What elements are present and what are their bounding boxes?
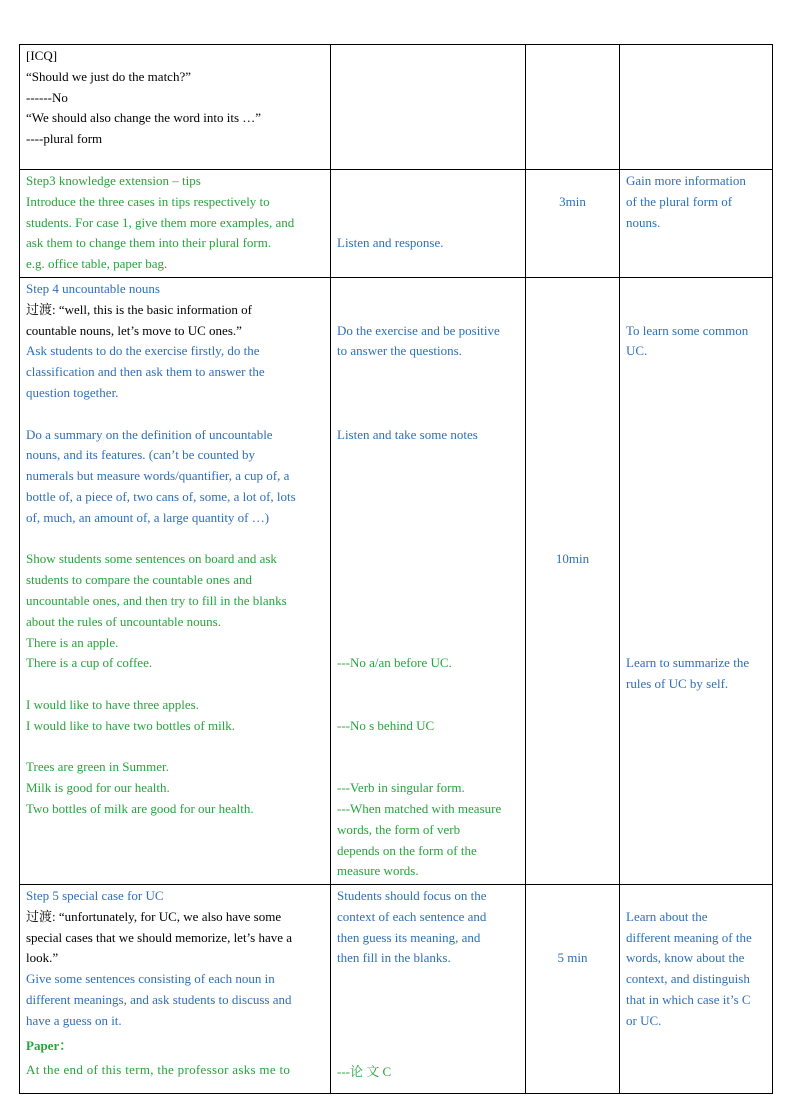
transition-line: special cases that we should memorize, let’s have a xyxy=(26,929,293,945)
icq-question-1: “Should we just do the match?” xyxy=(26,68,191,84)
aim-cell xyxy=(620,170,773,278)
table-row xyxy=(20,277,773,884)
aim-text-line: or UC. xyxy=(626,1012,662,1028)
icq-answer-1: ------No xyxy=(26,89,68,105)
aim-text-line: different meaning of the xyxy=(626,929,752,945)
table-row xyxy=(20,170,773,278)
step-text-line: nouns, and its features. (can’t be counted by xyxy=(26,447,255,463)
transition-line: look.” xyxy=(26,950,59,966)
example-sentence: Milk is good for our health. xyxy=(26,780,170,796)
step-text-line: ask them to change them into their plural form. xyxy=(26,235,272,251)
table-row xyxy=(20,45,773,170)
step-text-line: students to compare the countable ones and xyxy=(26,572,252,588)
student-activity-text: Students should focus on the xyxy=(337,888,487,904)
student-activity-text: then fill in the blanks. xyxy=(337,950,451,966)
aim-cell xyxy=(620,45,773,170)
time-cell xyxy=(526,170,620,278)
example-sentence: I would like to have two bottles of milk. xyxy=(26,717,236,733)
time-value: 5 min xyxy=(557,950,588,966)
aim-text-line: Gain more information xyxy=(626,173,746,188)
aim-text-line: words, know about the xyxy=(626,950,745,966)
student-activity-text: depends on the form of the xyxy=(337,842,477,858)
student-activity-text: to answer the questions. xyxy=(337,343,462,359)
step-text-line: bottle of, a piece of, two cans of, some, a lot of, lots xyxy=(26,488,296,504)
step-text-line: classification and then ask them to answer the xyxy=(26,364,265,380)
student-activity-text: ---No s behind UC xyxy=(337,717,435,733)
teacher-activity-cell xyxy=(20,885,331,1094)
icq-answer-2: ----plural form xyxy=(26,131,103,147)
step-text-line: have a guess on it. xyxy=(26,1012,122,1028)
aim-text-line: UC. xyxy=(626,343,648,359)
step-text-line: Show students some sentences on board and ask xyxy=(26,551,277,567)
step-text-line: students. For case 1, give them more examples, and xyxy=(26,214,295,230)
transition-line: countable nouns, let’s move to UC ones.” xyxy=(26,322,242,338)
aim-cell xyxy=(620,277,773,884)
student-activity-text: ---论 文 C xyxy=(337,1064,392,1080)
step-text-line: Do a summary on the definition of uncountable xyxy=(26,426,273,442)
aim-text-line: of the plural form of xyxy=(626,193,733,209)
icq-question-2: “We should also change the word into its …” xyxy=(26,110,262,126)
student-activity-cell xyxy=(331,885,526,1094)
student-activity-text: measure words. xyxy=(337,863,419,879)
student-activity-text: ---Verb in singular form. xyxy=(337,780,465,796)
step-title: Step 5 special case for UC xyxy=(26,888,164,904)
student-activity-cell xyxy=(331,277,526,884)
time-cell xyxy=(526,277,620,884)
step-text-line: Introduce the three cases in tips respectively to xyxy=(26,193,270,209)
student-activity-text: Listen and take some notes xyxy=(337,426,478,442)
step-text-line: uncountable ones, and then try to fill in the blanks xyxy=(26,592,287,608)
student-activity-text: then guess its meaning, and xyxy=(337,929,481,945)
example-sentence: There is an apple. xyxy=(26,634,119,650)
step-text-line: Ask students to do the exercise firstly, do the xyxy=(26,343,260,359)
student-activity-text: ---When matched with measure xyxy=(337,800,502,816)
example-sentence: There is a cup of coffee. xyxy=(26,655,153,671)
step-text-line: numerals but measure words/quantifier, a cup of, a xyxy=(26,468,290,484)
step-text-line: of, much, an amount of, a large quantity of …) xyxy=(26,509,270,525)
time-cell xyxy=(526,885,620,1094)
transition-line: 过渡: “well, this is the basic information of xyxy=(26,301,253,317)
step-title: Step 4 uncountable nouns xyxy=(26,280,160,296)
teacher-activity-cell xyxy=(20,277,331,884)
step-text-line: e.g. office table, paper bag. xyxy=(26,256,168,272)
time-value: 10min xyxy=(555,551,590,567)
lesson-plan-table xyxy=(19,44,773,1094)
example-sentence: I would like to have three apples. xyxy=(26,696,199,712)
student-activity-cell xyxy=(331,45,526,170)
teacher-activity-cell xyxy=(20,45,331,170)
aim-text-line: that in which case it’s C xyxy=(626,992,751,1008)
student-activity-text: Do the exercise and be positive xyxy=(337,322,500,338)
example-sentence: Two bottles of milk are good for our health. xyxy=(26,800,254,816)
aim-text-line: Learn about the xyxy=(626,908,708,924)
step-title: Step3 knowledge extension – tips xyxy=(26,173,201,188)
example-sentence: Trees are green in Summer. xyxy=(26,759,169,775)
aim-text-line: To learn some common xyxy=(626,322,749,338)
student-activity-text: words, the form of verb xyxy=(337,821,461,837)
transition-line: 过渡: “unfortunately, for UC, we also have some xyxy=(26,908,282,924)
icq-tag: [ICQ] xyxy=(26,48,58,63)
aim-text-line: nouns. xyxy=(626,214,661,230)
step-text-line: question together. xyxy=(26,384,119,400)
aim-text-line: Learn to summarize the xyxy=(626,655,750,671)
student-activity-text: Listen and response. xyxy=(337,235,444,251)
aim-cell xyxy=(620,885,773,1094)
student-activity-cell xyxy=(331,170,526,278)
step-text-line: about the rules of uncountable nouns. xyxy=(26,613,221,629)
student-activity-text: context of each sentence and xyxy=(337,908,487,924)
table-row xyxy=(20,885,773,1094)
example-sentence: At the end of this term, the professor asks me to xyxy=(26,1062,291,1078)
step-text-line: different meanings, and ask students to discuss and xyxy=(26,992,292,1008)
step-text-line: Give some sentences consisting of each noun in xyxy=(26,971,275,987)
teacher-activity-cell xyxy=(20,170,331,278)
time-value: 3min xyxy=(559,193,586,209)
paper-heading: Paper： xyxy=(26,1037,73,1053)
aim-text-line: context, and distinguish xyxy=(626,971,750,987)
student-activity-text: ---No a/an before UC. xyxy=(337,655,452,671)
aim-text-line: rules of UC by self. xyxy=(626,676,729,692)
time-cell xyxy=(526,45,620,170)
